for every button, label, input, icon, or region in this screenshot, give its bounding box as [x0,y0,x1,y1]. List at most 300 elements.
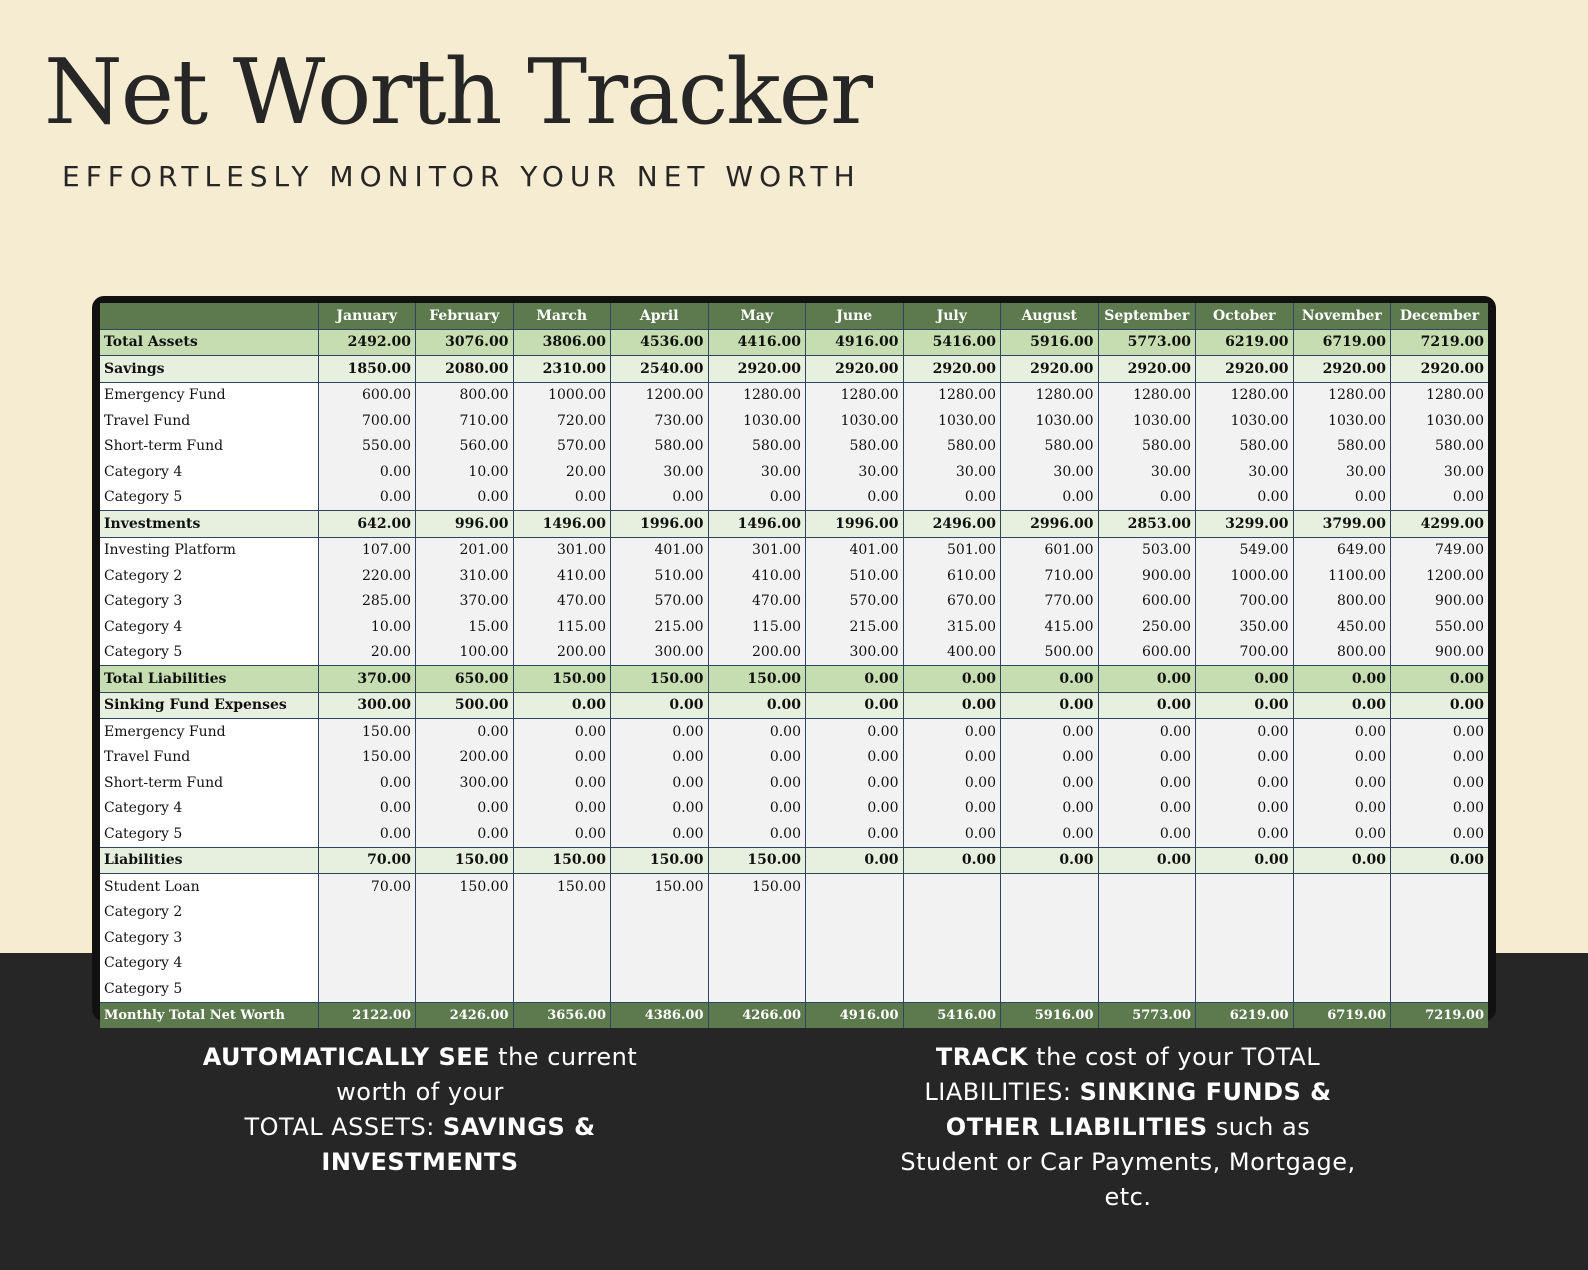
value-cell[interactable]: 0.00 [708,719,806,745]
value-cell[interactable]: 400.00 [903,640,1001,666]
value-cell[interactable] [1196,874,1294,900]
value-cell[interactable]: 1030.00 [1391,408,1489,434]
row-label[interactable]: Short-term Fund [100,434,318,460]
value-cell[interactable]: 0.00 [1293,847,1391,874]
value-cell[interactable]: 450.00 [1293,614,1391,640]
value-cell[interactable] [416,925,514,951]
value-cell[interactable]: 996.00 [416,511,514,538]
value-cell[interactable]: 4916.00 [806,1002,904,1028]
value-cell[interactable]: 0.00 [1098,485,1196,511]
value-cell[interactable]: 549.00 [1196,537,1294,563]
value-cell[interactable]: 4536.00 [611,329,709,356]
value-cell[interactable]: 600.00 [318,382,416,408]
value-cell[interactable]: 2310.00 [513,356,611,383]
value-cell[interactable] [1391,976,1489,1002]
value-cell[interactable]: 3656.00 [513,1002,611,1028]
value-cell[interactable]: 3806.00 [513,329,611,356]
value-cell[interactable]: 0.00 [1293,796,1391,822]
value-cell[interactable]: 601.00 [1001,537,1099,563]
value-cell[interactable]: 800.00 [1293,640,1391,666]
value-cell[interactable]: 1200.00 [1391,563,1489,589]
value-cell[interactable]: 30.00 [903,459,1001,485]
value-cell[interactable]: 1030.00 [1196,408,1294,434]
row-label[interactable]: Travel Fund [100,745,318,771]
value-cell[interactable]: 0.00 [1293,745,1391,771]
value-cell[interactable]: 10.00 [416,459,514,485]
value-cell[interactable]: 0.00 [1196,666,1294,693]
value-cell[interactable]: 2920.00 [806,356,904,383]
value-cell[interactable] [1001,874,1099,900]
value-cell[interactable]: 150.00 [708,847,806,874]
value-cell[interactable]: 580.00 [1391,434,1489,460]
value-cell[interactable]: 370.00 [416,589,514,615]
value-cell[interactable]: 0.00 [611,796,709,822]
value-cell[interactable]: 200.00 [416,745,514,771]
value-cell[interactable]: 0.00 [903,666,1001,693]
value-cell[interactable]: 1030.00 [708,408,806,434]
value-cell[interactable]: 0.00 [513,821,611,847]
value-cell[interactable] [903,951,1001,977]
value-cell[interactable] [1391,951,1489,977]
value-cell[interactable]: 580.00 [1001,434,1099,460]
value-cell[interactable]: 30.00 [1001,459,1099,485]
value-cell[interactable]: 0.00 [1098,666,1196,693]
value-cell[interactable]: 0.00 [1293,666,1391,693]
value-cell[interactable] [1196,951,1294,977]
value-cell[interactable]: 15.00 [416,614,514,640]
value-cell[interactable] [611,925,709,951]
value-cell[interactable]: 5773.00 [1098,1002,1196,1028]
value-cell[interactable]: 150.00 [513,874,611,900]
value-cell[interactable]: 0.00 [1001,692,1099,719]
value-cell[interactable]: 201.00 [416,537,514,563]
value-cell[interactable]: 285.00 [318,589,416,615]
value-cell[interactable]: 0.00 [806,692,904,719]
value-cell[interactable]: 150.00 [708,666,806,693]
value-cell[interactable]: 2122.00 [318,1002,416,1028]
value-cell[interactable]: 0.00 [1001,485,1099,511]
value-cell[interactable]: 30.00 [708,459,806,485]
row-label[interactable]: Category 2 [100,900,318,926]
value-cell[interactable]: 0.00 [416,821,514,847]
value-cell[interactable]: 0.00 [1391,796,1489,822]
value-cell[interactable]: 0.00 [1098,745,1196,771]
value-cell[interactable]: 7219.00 [1391,329,1489,356]
value-cell[interactable]: 1280.00 [1001,382,1099,408]
value-cell[interactable]: 3799.00 [1293,511,1391,538]
row-label[interactable]: Category 4 [100,459,318,485]
value-cell[interactable]: 2540.00 [611,356,709,383]
value-cell[interactable]: 0.00 [806,719,904,745]
value-cell[interactable]: 0.00 [1293,821,1391,847]
value-cell[interactable]: 301.00 [708,537,806,563]
value-cell[interactable]: 20.00 [318,640,416,666]
value-cell[interactable]: 570.00 [611,589,709,615]
value-cell[interactable]: 2920.00 [1196,356,1294,383]
value-cell[interactable]: 1280.00 [806,382,904,408]
row-label[interactable]: Category 5 [100,640,318,666]
value-cell[interactable]: 0.00 [1196,847,1294,874]
value-cell[interactable] [1391,925,1489,951]
row-label[interactable]: Category 3 [100,589,318,615]
value-cell[interactable] [1001,900,1099,926]
value-cell[interactable]: 3076.00 [416,329,514,356]
value-cell[interactable]: 720.00 [513,408,611,434]
value-cell[interactable]: 2920.00 [903,356,1001,383]
value-cell[interactable]: 570.00 [513,434,611,460]
value-cell[interactable] [903,874,1001,900]
value-cell[interactable]: 2853.00 [1098,511,1196,538]
value-cell[interactable]: 0.00 [708,770,806,796]
value-cell[interactable]: 2920.00 [1391,356,1489,383]
value-cell[interactable]: 1996.00 [611,511,709,538]
row-label[interactable]: Category 5 [100,485,318,511]
value-cell[interactable]: 215.00 [611,614,709,640]
value-cell[interactable]: 1030.00 [1098,408,1196,434]
value-cell[interactable]: 7219.00 [1391,1002,1489,1028]
value-cell[interactable]: 0.00 [416,485,514,511]
value-cell[interactable] [708,900,806,926]
value-cell[interactable]: 800.00 [416,382,514,408]
row-label[interactable]: Student Loan [100,874,318,900]
value-cell[interactable] [1293,976,1391,1002]
value-cell[interactable] [1001,951,1099,977]
value-cell[interactable] [318,925,416,951]
row-label[interactable]: Category 5 [100,821,318,847]
value-cell[interactable]: 0.00 [1196,770,1294,796]
value-cell[interactable]: 700.00 [1196,589,1294,615]
value-cell[interactable]: 1280.00 [903,382,1001,408]
value-cell[interactable] [1391,900,1489,926]
value-cell[interactable] [1098,874,1196,900]
value-cell[interactable]: 107.00 [318,537,416,563]
value-cell[interactable]: 0.00 [1293,692,1391,719]
value-cell[interactable]: 30.00 [611,459,709,485]
value-cell[interactable]: 6219.00 [1196,329,1294,356]
value-cell[interactable]: 1850.00 [318,356,416,383]
value-cell[interactable] [416,900,514,926]
value-cell[interactable]: 580.00 [806,434,904,460]
value-cell[interactable]: 900.00 [1391,589,1489,615]
value-cell[interactable]: 0.00 [513,485,611,511]
value-cell[interactable]: 150.00 [318,719,416,745]
value-cell[interactable]: 503.00 [1098,537,1196,563]
value-cell[interactable] [708,976,806,1002]
value-cell[interactable]: 470.00 [708,589,806,615]
value-cell[interactable]: 0.00 [318,796,416,822]
value-cell[interactable] [708,951,806,977]
row-label[interactable]: Category 4 [100,796,318,822]
value-cell[interactable]: 580.00 [708,434,806,460]
row-label[interactable]: Emergency Fund [100,382,318,408]
value-cell[interactable]: 0.00 [806,847,904,874]
value-cell[interactable]: 0.00 [1001,745,1099,771]
value-cell[interactable]: 0.00 [903,485,1001,511]
value-cell[interactable]: 2920.00 [1293,356,1391,383]
value-cell[interactable]: 749.00 [1391,537,1489,563]
value-cell[interactable] [806,874,904,900]
value-cell[interactable]: 600.00 [1098,640,1196,666]
value-cell[interactable]: 580.00 [903,434,1001,460]
value-cell[interactable]: 0.00 [1098,821,1196,847]
value-cell[interactable]: 1496.00 [513,511,611,538]
value-cell[interactable]: 1030.00 [1001,408,1099,434]
value-cell[interactable]: 2080.00 [416,356,514,383]
value-cell[interactable]: 401.00 [806,537,904,563]
value-cell[interactable]: 150.00 [416,874,514,900]
value-cell[interactable]: 0.00 [1098,796,1196,822]
value-cell[interactable]: 1000.00 [1196,563,1294,589]
value-cell[interactable] [1196,900,1294,926]
value-cell[interactable] [318,951,416,977]
value-cell[interactable]: 0.00 [708,692,806,719]
value-cell[interactable]: 300.00 [806,640,904,666]
value-cell[interactable] [1293,951,1391,977]
value-cell[interactable]: 0.00 [903,745,1001,771]
value-cell[interactable]: 0.00 [806,796,904,822]
value-cell[interactable]: 580.00 [1098,434,1196,460]
value-cell[interactable]: 2496.00 [903,511,1001,538]
value-cell[interactable]: 650.00 [416,666,514,693]
value-cell[interactable]: 0.00 [513,692,611,719]
value-cell[interactable]: 200.00 [513,640,611,666]
value-cell[interactable] [806,925,904,951]
value-cell[interactable] [318,900,416,926]
value-cell[interactable] [1001,925,1099,951]
value-cell[interactable]: 0.00 [611,719,709,745]
value-cell[interactable]: 1996.00 [806,511,904,538]
value-cell[interactable]: 570.00 [806,589,904,615]
value-cell[interactable]: 150.00 [513,666,611,693]
value-cell[interactable] [416,951,514,977]
value-cell[interactable]: 10.00 [318,614,416,640]
value-cell[interactable]: 700.00 [318,408,416,434]
value-cell[interactable]: 150.00 [318,745,416,771]
value-cell[interactable]: 1496.00 [708,511,806,538]
row-label[interactable]: Category 3 [100,925,318,951]
value-cell[interactable]: 2920.00 [1098,356,1196,383]
value-cell[interactable]: 1280.00 [1098,382,1196,408]
value-cell[interactable]: 20.00 [513,459,611,485]
value-cell[interactable]: 580.00 [1196,434,1294,460]
value-cell[interactable]: 0.00 [513,745,611,771]
value-cell[interactable]: 500.00 [416,692,514,719]
value-cell[interactable]: 6719.00 [1293,329,1391,356]
value-cell[interactable]: 6719.00 [1293,1002,1391,1028]
value-cell[interactable]: 0.00 [318,770,416,796]
value-cell[interactable] [903,925,1001,951]
value-cell[interactable]: 501.00 [903,537,1001,563]
value-cell[interactable]: 315.00 [903,614,1001,640]
value-cell[interactable]: 410.00 [513,563,611,589]
value-cell[interactable] [1293,900,1391,926]
value-cell[interactable]: 0.00 [1391,770,1489,796]
value-cell[interactable]: 580.00 [1293,434,1391,460]
value-cell[interactable]: 670.00 [903,589,1001,615]
row-label[interactable]: Monthly Total Net Worth [100,1002,318,1028]
row-label[interactable]: Total Liabilities [100,666,318,693]
value-cell[interactable]: 0.00 [611,692,709,719]
value-cell[interactable]: 1100.00 [1293,563,1391,589]
value-cell[interactable]: 301.00 [513,537,611,563]
value-cell[interactable]: 150.00 [416,847,514,874]
value-cell[interactable]: 1200.00 [611,382,709,408]
value-cell[interactable]: 1280.00 [1293,382,1391,408]
value-cell[interactable]: 0.00 [1196,692,1294,719]
value-cell[interactable]: 600.00 [1098,589,1196,615]
row-label[interactable]: Investing Platform [100,537,318,563]
row-label[interactable]: Investments [100,511,318,538]
value-cell[interactable]: 215.00 [806,614,904,640]
value-cell[interactable]: 100.00 [416,640,514,666]
value-cell[interactable]: 150.00 [513,847,611,874]
value-cell[interactable]: 510.00 [611,563,709,589]
value-cell[interactable]: 0.00 [903,770,1001,796]
value-cell[interactable]: 900.00 [1098,563,1196,589]
value-cell[interactable]: 0.00 [1391,745,1489,771]
value-cell[interactable]: 300.00 [416,770,514,796]
value-cell[interactable] [903,900,1001,926]
value-cell[interactable]: 5773.00 [1098,329,1196,356]
value-cell[interactable]: 1280.00 [1196,382,1294,408]
value-cell[interactable] [708,925,806,951]
value-cell[interactable]: 550.00 [1391,614,1489,640]
value-cell[interactable]: 470.00 [513,589,611,615]
value-cell[interactable]: 1030.00 [1293,408,1391,434]
value-cell[interactable]: 560.00 [416,434,514,460]
value-cell[interactable]: 0.00 [611,745,709,771]
value-cell[interactable]: 30.00 [1293,459,1391,485]
value-cell[interactable]: 0.00 [416,796,514,822]
value-cell[interactable]: 0.00 [513,770,611,796]
value-cell[interactable]: 0.00 [611,770,709,796]
value-cell[interactable] [513,951,611,977]
value-cell[interactable]: 115.00 [708,614,806,640]
value-cell[interactable]: 350.00 [1196,614,1294,640]
row-label[interactable]: Category 4 [100,614,318,640]
value-cell[interactable]: 0.00 [318,459,416,485]
value-cell[interactable]: 770.00 [1001,589,1099,615]
value-cell[interactable]: 649.00 [1293,537,1391,563]
value-cell[interactable]: 580.00 [611,434,709,460]
value-cell[interactable]: 1030.00 [903,408,1001,434]
value-cell[interactable]: 0.00 [1098,692,1196,719]
value-cell[interactable]: 0.00 [1001,770,1099,796]
value-cell[interactable]: 0.00 [1196,745,1294,771]
value-cell[interactable]: 0.00 [1391,821,1489,847]
value-cell[interactable] [416,976,514,1002]
value-cell[interactable]: 401.00 [611,537,709,563]
value-cell[interactable]: 0.00 [611,821,709,847]
value-cell[interactable]: 4916.00 [806,329,904,356]
value-cell[interactable]: 220.00 [318,563,416,589]
value-cell[interactable]: 0.00 [1293,719,1391,745]
value-cell[interactable]: 4266.00 [708,1002,806,1028]
value-cell[interactable] [611,900,709,926]
value-cell[interactable]: 0.00 [1391,485,1489,511]
value-cell[interactable]: 0.00 [513,796,611,822]
value-cell[interactable]: 2426.00 [416,1002,514,1028]
value-cell[interactable]: 500.00 [1001,640,1099,666]
value-cell[interactable] [1196,976,1294,1002]
value-cell[interactable]: 0.00 [806,485,904,511]
value-cell[interactable]: 0.00 [903,796,1001,822]
value-cell[interactable]: 0.00 [1196,485,1294,511]
value-cell[interactable] [1293,925,1391,951]
value-cell[interactable]: 410.00 [708,563,806,589]
value-cell[interactable]: 200.00 [708,640,806,666]
value-cell[interactable]: 0.00 [806,666,904,693]
value-cell[interactable]: 730.00 [611,408,709,434]
value-cell[interactable]: 0.00 [318,821,416,847]
value-cell[interactable]: 0.00 [1391,666,1489,693]
value-cell[interactable]: 0.00 [708,796,806,822]
row-label[interactable]: Travel Fund [100,408,318,434]
value-cell[interactable]: 0.00 [903,692,1001,719]
value-cell[interactable]: 30.00 [1391,459,1489,485]
value-cell[interactable]: 30.00 [1098,459,1196,485]
value-cell[interactable]: 1280.00 [708,382,806,408]
value-cell[interactable]: 3299.00 [1196,511,1294,538]
value-cell[interactable]: 642.00 [318,511,416,538]
value-cell[interactable]: 2920.00 [1001,356,1099,383]
value-cell[interactable]: 0.00 [513,719,611,745]
row-label[interactable]: Category 4 [100,951,318,977]
value-cell[interactable]: 0.00 [1098,770,1196,796]
value-cell[interactable]: 150.00 [708,874,806,900]
value-cell[interactable]: 5916.00 [1001,329,1099,356]
value-cell[interactable]: 150.00 [611,847,709,874]
value-cell[interactable]: 0.00 [1391,847,1489,874]
value-cell[interactable]: 370.00 [318,666,416,693]
value-cell[interactable]: 2492.00 [318,329,416,356]
value-cell[interactable]: 70.00 [318,874,416,900]
value-cell[interactable]: 0.00 [1293,770,1391,796]
value-cell[interactable]: 0.00 [1196,719,1294,745]
value-cell[interactable] [1098,951,1196,977]
value-cell[interactable] [1098,925,1196,951]
value-cell[interactable]: 0.00 [903,719,1001,745]
value-cell[interactable]: 310.00 [416,563,514,589]
value-cell[interactable]: 300.00 [318,692,416,719]
value-cell[interactable]: 610.00 [903,563,1001,589]
value-cell[interactable]: 0.00 [1293,485,1391,511]
value-cell[interactable] [611,951,709,977]
value-cell[interactable]: 0.00 [1098,847,1196,874]
value-cell[interactable]: 0.00 [1001,821,1099,847]
value-cell[interactable] [1098,900,1196,926]
value-cell[interactable]: 250.00 [1098,614,1196,640]
value-cell[interactable]: 710.00 [1001,563,1099,589]
value-cell[interactable]: 900.00 [1391,640,1489,666]
value-cell[interactable] [1196,925,1294,951]
value-cell[interactable]: 1280.00 [1391,382,1489,408]
value-cell[interactable]: 5916.00 [1001,1002,1099,1028]
row-label[interactable]: Total Assets [100,329,318,356]
value-cell[interactable]: 800.00 [1293,589,1391,615]
value-cell[interactable]: 1000.00 [513,382,611,408]
value-cell[interactable]: 300.00 [611,640,709,666]
value-cell[interactable] [806,900,904,926]
value-cell[interactable] [1001,976,1099,1002]
value-cell[interactable] [611,976,709,1002]
value-cell[interactable] [513,976,611,1002]
row-label[interactable]: Category 2 [100,563,318,589]
value-cell[interactable]: 5416.00 [903,329,1001,356]
value-cell[interactable]: 0.00 [1001,719,1099,745]
value-cell[interactable]: 0.00 [416,719,514,745]
value-cell[interactable]: 0.00 [1098,719,1196,745]
